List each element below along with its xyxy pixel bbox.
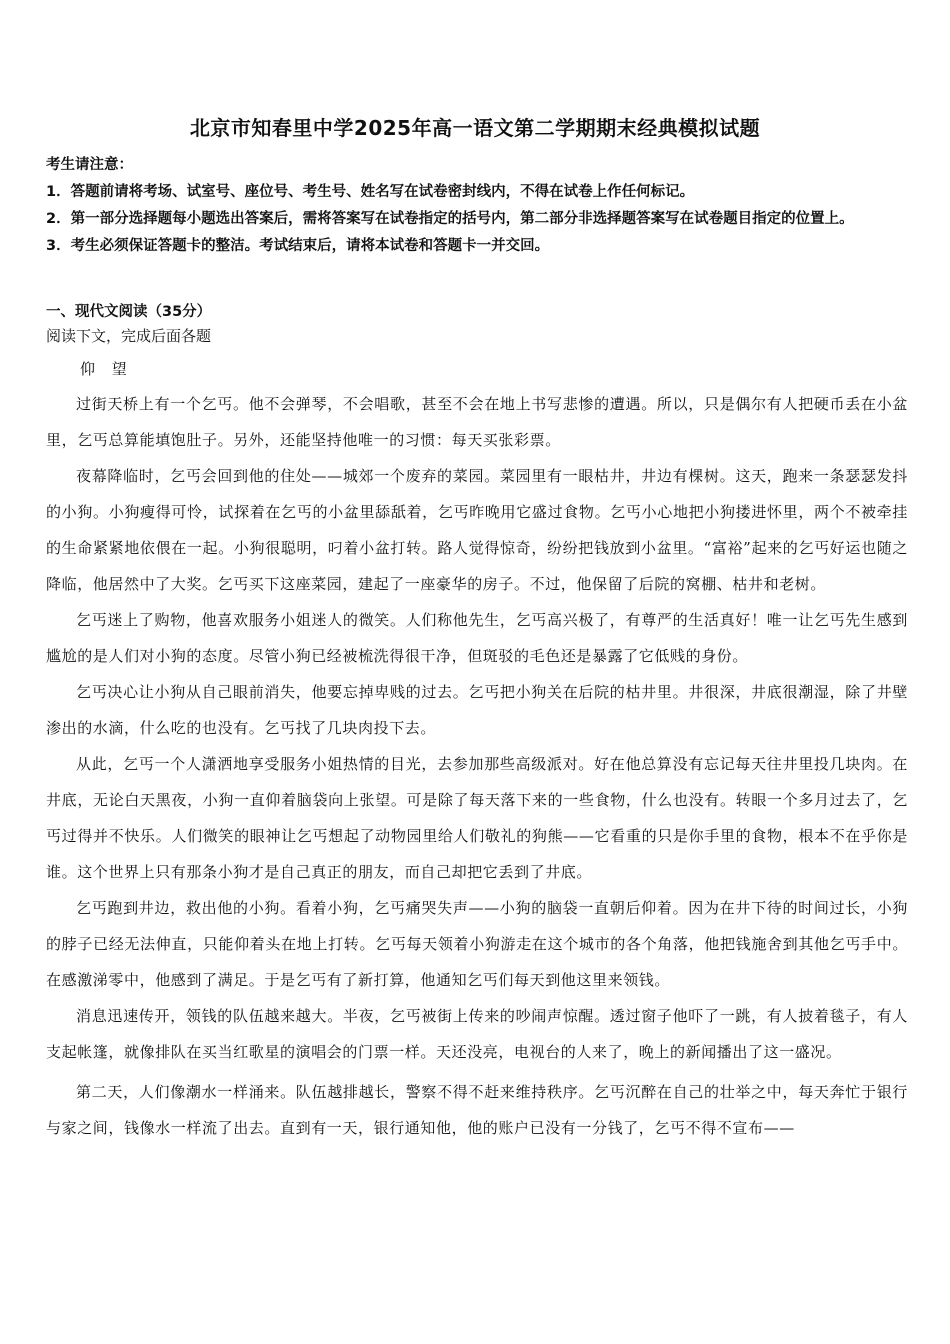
essay-paragraph: 乞丐决心让小狗从自己眼前消失，他要忘掉卑贱的过去。乞丐把小狗关在后院的枯井里。井很深，井底很潮湿，除了井壁渗出的水滴，什么吃的也没有。乞丐找了几块肉投下去。: [46, 683, 908, 737]
essay-paragraph: 第二天，人们像潮水一样涌来。队伍越排越长，警察不得不赶来维持秩序。乞丐沉醉在自己的壮举之中，每天奔忙于银行与家之间，钱像水一样流了出去。直到有一天，银行通知他，他的账户已没有一分钱了，乞丐不得不宣布——: [46, 1083, 908, 1137]
notice-item-3: 3．考生必须保证答题卡的整洁。考试结束后，请将本试卷和答题卡一并交回。: [46, 238, 550, 254]
section-heading: 一、现代文阅读（35分）: [46, 304, 212, 320]
essay-paragraph: 消息迅速传开，领钱的队伍越来越大。半夜，乞丐被街上传来的吵闹声惊醒。透过窗子他吓了一跳，有人披着毯子，有人支起帐篷，就像排队在买当红歌星的演唱会的门票一样。天还没亮，电视台的人来了，晚上的新闻播出了这一盛况。: [46, 1007, 908, 1061]
essay-title: 仰 望: [80, 360, 133, 378]
reading-instruction: 阅读下文，完成后面各题: [46, 327, 212, 345]
notice-item-2: 2．第一部分选择题每小题选出答案后，需将答案写在试卷指定的括号内，第二部分非选择题答案写在试卷题目指定的位置上。: [46, 211, 854, 227]
essay-body: [46, 386, 908, 1146]
essay-paragraph: 乞丐跑到井边，救出他的小狗。看着小狗，乞丐痛哭失声——小狗的脑袋一直朝后仰着。因为在井下待的时间过长，小狗的脖子已经无法伸直，只能仰着头在地上打转。乞丐每天领着小狗游走在这个城市的各个角落，他把钱施舍到其他乞丐手中。在感激涕零中，他感到了满足。于是乞丐有了新打算，他通知乞丐们每天到他这里来领钱。: [46, 899, 908, 989]
essay-paragraph: 过街天桥上有一个乞丐。他不会弹琴，不会唱歌，甚至不会在地上书写悲惨的遭遇。所以，只是偶尔有人把硬币丢在小盆里，乞丐总算能填饱肚子。另外，还能坚持他唯一的习惯：每天买张彩票。: [46, 395, 908, 449]
candidate-notice: [46, 152, 906, 260]
essay-paragraph: 乞丐迷上了购物，他喜欢服务小姐迷人的微笑。人们称他先生，乞丐高兴极了，有尊严的生活真好！唯一让乞丐先生感到尴尬的是人们对小狗的态度。尽管小狗已经被梳洗得很干净，但斑驳的毛色还是暴露了它低贱的身份。: [46, 611, 908, 665]
notice-item-1: 1．答题前请将考场、试室号、座位号、考生号、姓名写在试卷密封线内，不得在试卷上作任何标记。: [46, 184, 695, 200]
exam-title: 北京市知春里中学2025年高一语文第二学期期末经典模拟试题: [189, 116, 761, 140]
notice-heading: 考生请注意：: [46, 157, 133, 173]
essay-paragraph: 从此，乞丐一个人潇洒地享受服务小姐热情的目光，去参加那些高级派对。好在他总算没有忘记每天往井里投几块肉。在井底，无论白天黑夜，小狗一直仰着脑袋向上张望。可是除了每天落下来的一些食物，什么也没有。转眼一个多月过去了，乞丐过得并不快乐。人们微笑的眼神让乞丐想起了动物园里给人们敬礼的狗熊——它看重的只是你手里的食物，根本不在乎你是谁。这个世界上只有那条小狗才是自己真正的朋友，而自己却把它丢到了井底。: [46, 755, 908, 881]
essay-paragraph: 夜幕降临时，乞丐会回到他的住处——城郊一个废弃的菜园。菜园里有一眼枯井，井边有棵树。这天，跑来一条瑟瑟发抖的小狗。小狗瘦得可怜，试探着在乞丐的小盆里舔舐着，乞丐昨晚用它盛过食物。乞丐小心地把小狗搂进怀里，两个不被牵挂的生命紧紧地依偎在一起。小狗很聪明，叼着小盆打转。路人觉得惊奇，纷纷把钱放到小盆里。“富裕”起来的乞丐好运也随之降临，他居然中了大奖。乞丐买下这座菜园，建起了一座豪华的房子。不过，他保留了后院的窝棚、枯井和老树。: [46, 467, 908, 593]
